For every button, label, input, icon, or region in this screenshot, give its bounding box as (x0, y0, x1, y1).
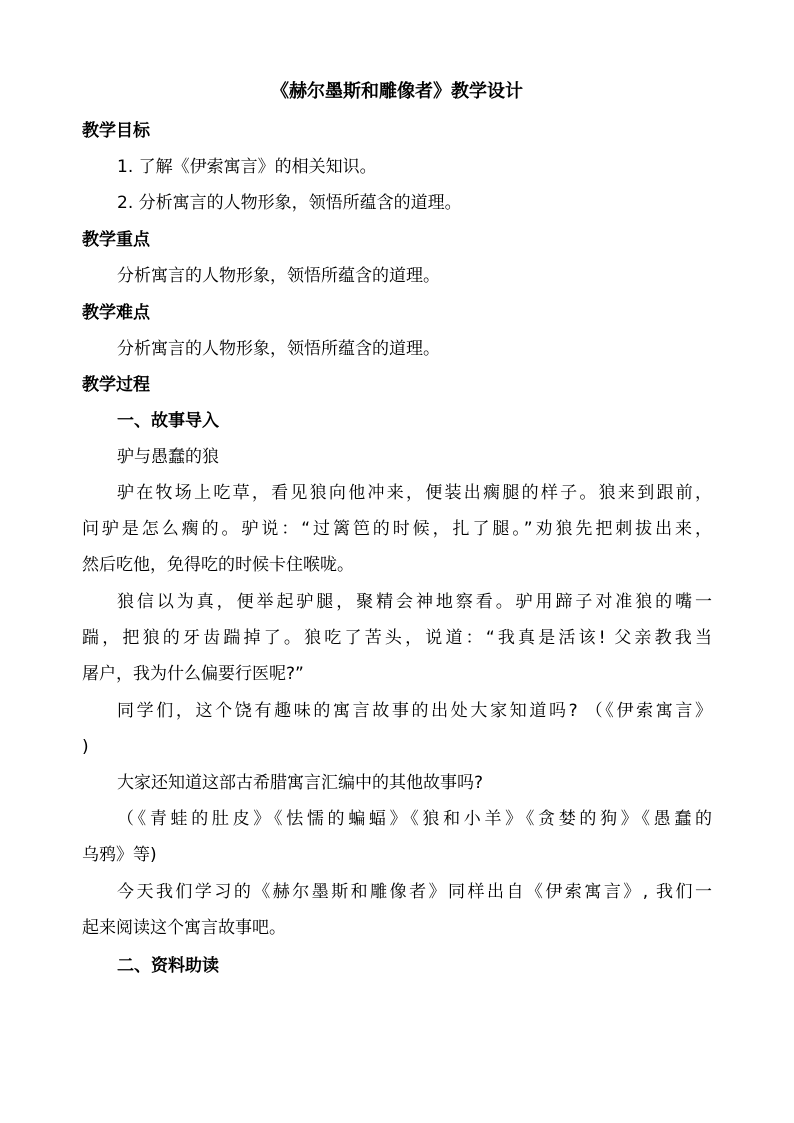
answer-line: （《青蛙的肚皮》《怯懦的蝙蝠》《狼和小羊》《贪婪的狗》《愚蠢的 (117, 809, 712, 829)
heading-process: 教学过程 (82, 375, 150, 395)
document-title: 《赫尔墨斯和雕像者》教学设计 (271, 81, 523, 102)
story-line: 踹，把狼的牙齿踹掉了。狼吃了苦头，说道：“我真是活该! 父亲教我当 (82, 628, 712, 648)
objective-item-2: 2. 分析寓言的人物形象，领悟所蕴含的道理。 (117, 193, 462, 213)
difficulties-text: 分析寓言的人物形象，领悟所蕴含的道理。 (117, 339, 440, 359)
key-points-text: 分析寓言的人物形象，领悟所蕴含的道理。 (117, 266, 440, 286)
story-line: 屠户，我为什么偏要行医呢?” (82, 664, 304, 684)
transition-line: 起来阅读这个寓言故事吧。 (82, 918, 286, 938)
story-line: 然后吃他，免得吃的时候卡住喉咙。 (82, 555, 354, 575)
question-line: 大家还知道这部古希腊寓言汇编中的其他故事吗? (117, 773, 484, 793)
heading-difficulties: 教学难点 (82, 303, 150, 323)
story-line: 问驴是怎么瘸的。驴说：“过篱笆的时候，扎了腿。”劝狼先把刺拔出来， (82, 519, 712, 539)
story-line: 狼信以为真，便举起驴腿，聚精会神地察看。驴用蹄子对准狼的嘴一 (117, 592, 712, 612)
question-line: 同学们，这个饶有趣味的寓言故事的出处大家知道吗? （《伊索寓言》 (117, 701, 712, 721)
story-line: 驴在牧场上吃草，看见狼向他冲来，便装出瘸腿的样子。狼来到跟前， (117, 483, 712, 503)
story-title: 驴与愚蠢的狼 (117, 447, 219, 467)
heading-key-points: 教学重点 (82, 230, 150, 250)
objective-item-1: 1. 了解《伊索寓言》的相关知识。 (117, 157, 377, 177)
transition-line: 今天我们学习的《赫尔墨斯和雕像者》同样出自《伊索寓言》, 我们一 (117, 882, 712, 902)
subheading-story-intro: 一、故事导入 (117, 411, 219, 431)
answer-line: 乌鸦》等) (82, 845, 157, 865)
heading-objectives: 教学目标 (82, 121, 150, 141)
question-line: ) (82, 737, 89, 757)
subheading-reading-materials: 二、资料助读 (117, 956, 219, 976)
